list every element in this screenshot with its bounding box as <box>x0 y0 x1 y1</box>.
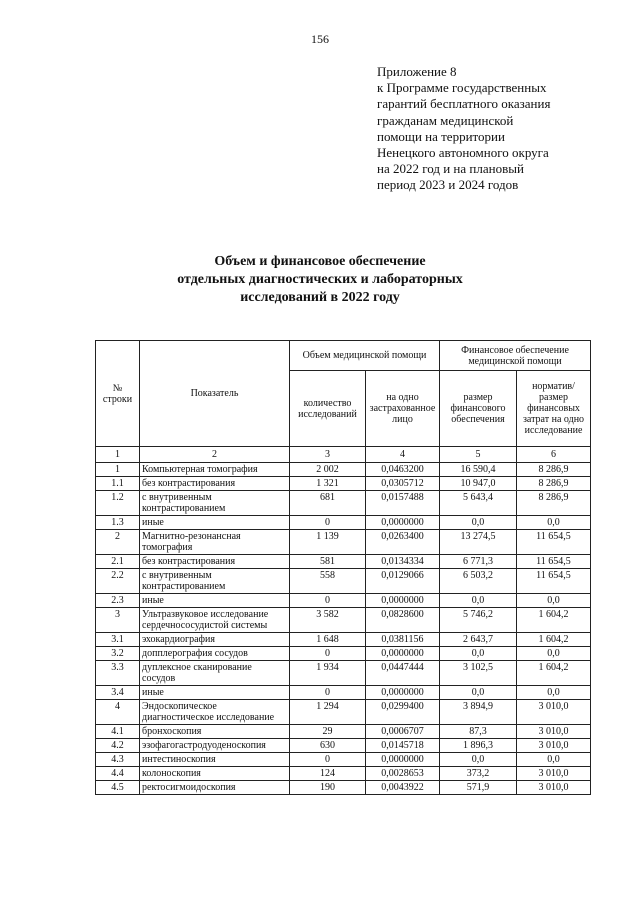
study-count: 0 <box>290 516 366 530</box>
per-insured-value: 0,0145718 <box>366 739 440 753</box>
study-count: 1 294 <box>290 700 366 725</box>
per-insured-value: 0,0006707 <box>366 725 440 739</box>
finance-amount: 3 102,5 <box>440 661 517 686</box>
table-row <box>96 477 591 491</box>
finance-amount: 13 274,5 <box>440 530 517 555</box>
finance-amount: 1 896,3 <box>440 739 517 753</box>
norm-cost: 3 010,0 <box>517 781 591 795</box>
study-count: 3 582 <box>290 608 366 633</box>
table-row <box>96 739 591 753</box>
table-row <box>96 661 591 686</box>
per-insured-value: 0,0028653 <box>366 767 440 781</box>
per-insured-value: 0,0299400 <box>366 700 440 725</box>
table-row <box>96 700 591 725</box>
per-insured-value: 0,0263400 <box>366 530 440 555</box>
indicator-name: Эндоскопическое диагностическое исследование <box>140 700 290 725</box>
per-insured-value: 0,0828600 <box>366 608 440 633</box>
row-number: 4.2 <box>96 739 140 753</box>
study-count: 1 648 <box>290 633 366 647</box>
study-count: 0 <box>290 686 366 700</box>
table-row <box>96 463 591 477</box>
finance-amount: 3 894,9 <box>440 700 517 725</box>
table-row <box>96 516 591 530</box>
study-count: 558 <box>290 569 366 594</box>
norm-cost: 3 010,0 <box>517 725 591 739</box>
header-row-no: № строки <box>96 341 140 447</box>
per-insured-value: 0,0000000 <box>366 753 440 767</box>
appendix-line: помощи на территории <box>377 128 505 144</box>
finance-amount: 373,2 <box>440 767 517 781</box>
row-number: 2 <box>96 530 140 555</box>
row-number: 4 <box>96 700 140 725</box>
row-number: 3.2 <box>96 647 140 661</box>
norm-cost: 8 286,9 <box>517 491 591 516</box>
norm-cost: 11 654,5 <box>517 555 591 569</box>
study-count: 630 <box>290 739 366 753</box>
table-row <box>96 753 591 767</box>
indicator-name: без контрастирования <box>140 555 290 569</box>
norm-cost: 8 286,9 <box>517 463 591 477</box>
title-line: отдельных диагностических и лабораторных <box>177 272 463 287</box>
table-row <box>96 686 591 700</box>
table-row <box>96 569 591 594</box>
indicator-name: ректосигмоидоскопия <box>140 781 290 795</box>
finance-amount: 6 771,3 <box>440 555 517 569</box>
table-row <box>96 608 591 633</box>
appendix-line: Приложение 8 <box>377 64 457 79</box>
indicator-name: эзофагогастродуоденоскопия <box>140 739 290 753</box>
per-insured-value: 0,0000000 <box>366 686 440 700</box>
table-row <box>96 647 591 661</box>
finance-amount: 16 590,4 <box>440 463 517 477</box>
indicator-name: иные <box>140 516 290 530</box>
row-number: 4.1 <box>96 725 140 739</box>
table-row <box>96 781 591 795</box>
row-number: 3 <box>96 608 140 633</box>
study-count: 0 <box>290 647 366 661</box>
appendix-line: гражданам медицинской <box>377 112 514 128</box>
column-number: 6 <box>517 447 591 463</box>
finance-amount: 87,3 <box>440 725 517 739</box>
per-insured-value: 0,0043922 <box>366 781 440 795</box>
study-count: 0 <box>290 594 366 608</box>
study-count: 124 <box>290 767 366 781</box>
page-number: 156 <box>311 32 329 46</box>
study-count: 681 <box>290 491 366 516</box>
diagnostics-table <box>95 340 591 795</box>
indicator-name: иные <box>140 686 290 700</box>
table-row <box>96 767 591 781</box>
norm-cost: 0,0 <box>517 753 591 767</box>
norm-cost: 1 604,2 <box>517 633 591 647</box>
row-number: 1.3 <box>96 516 140 530</box>
indicator-name: колоноскопия <box>140 767 290 781</box>
appendix-line: гарантий бесплатного оказания <box>377 96 551 112</box>
per-insured-value: 0,0305712 <box>366 477 440 491</box>
indicator-name: Магнитно-резонансная томография <box>140 530 290 555</box>
study-count: 2 002 <box>290 463 366 477</box>
per-insured-value: 0,0134334 <box>366 555 440 569</box>
row-number: 1.1 <box>96 477 140 491</box>
study-count: 29 <box>290 725 366 739</box>
study-count: 1 934 <box>290 661 366 686</box>
finance-amount: 571,9 <box>440 781 517 795</box>
column-number: 1 <box>96 447 140 463</box>
norm-cost: 3 010,0 <box>517 700 591 725</box>
norm-cost: 3 010,0 <box>517 739 591 753</box>
per-insured-value: 0,0381156 <box>366 633 440 647</box>
indicator-name: с внутривенным контрастированием <box>140 569 290 594</box>
finance-amount: 0,0 <box>440 686 517 700</box>
study-count: 1 321 <box>290 477 366 491</box>
table-row <box>96 594 591 608</box>
column-number: 4 <box>366 447 440 463</box>
header-norm-cost: норматив/ размер финансовых затрат на одно исследование <box>517 371 591 447</box>
indicator-name: дуплексное сканирование сосудов <box>140 661 290 686</box>
indicator-name: Компьютерная томография <box>140 463 290 477</box>
norm-cost: 8 286,9 <box>517 477 591 491</box>
row-number: 3.4 <box>96 686 140 700</box>
norm-cost: 3 010,0 <box>517 767 591 781</box>
indicator-name: бронхоскопия <box>140 725 290 739</box>
table-row <box>96 491 591 516</box>
norm-cost: 1 604,2 <box>517 608 591 633</box>
table-row <box>96 530 591 555</box>
appendix-line: период 2023 и 2024 годов <box>377 177 519 193</box>
header-per-insured: на одно застрахованное лицо <box>366 371 440 447</box>
header-indicator: Показатель <box>140 341 290 447</box>
norm-cost: 1 604,2 <box>517 661 591 686</box>
row-number: 1.2 <box>96 491 140 516</box>
finance-amount: 5 746,2 <box>440 608 517 633</box>
per-insured-value: 0,0157488 <box>366 491 440 516</box>
appendix-line: к Программе государственных <box>377 80 547 96</box>
column-number: 3 <box>290 447 366 463</box>
study-count: 190 <box>290 781 366 795</box>
finance-amount: 0,0 <box>440 516 517 530</box>
row-number: 3.3 <box>96 661 140 686</box>
indicator-name: интестиноскопия <box>140 753 290 767</box>
appendix-note <box>377 64 607 194</box>
indicator-name: иные <box>140 594 290 608</box>
row-number: 2.1 <box>96 555 140 569</box>
per-insured-value: 0,0463200 <box>366 463 440 477</box>
finance-amount: 0,0 <box>440 647 517 661</box>
indicator-name: без контрастирования <box>140 477 290 491</box>
indicator-name: Ультразвуковое исследование сердечнососудистой системы <box>140 608 290 633</box>
per-insured-value: 0,0000000 <box>366 594 440 608</box>
indicator-name: с внутривенным контрастированием <box>140 491 290 516</box>
table-row <box>96 633 591 647</box>
finance-amount: 0,0 <box>440 753 517 767</box>
finance-amount: 0,0 <box>440 594 517 608</box>
table-row <box>96 555 591 569</box>
column-number: 5 <box>440 447 517 463</box>
norm-cost: 11 654,5 <box>517 569 591 594</box>
finance-amount: 5 643,4 <box>440 491 517 516</box>
study-count: 581 <box>290 555 366 569</box>
row-number: 4.4 <box>96 767 140 781</box>
row-number: 4.5 <box>96 781 140 795</box>
row-number: 4.3 <box>96 753 140 767</box>
finance-amount: 6 503,2 <box>440 569 517 594</box>
study-count: 1 139 <box>290 530 366 555</box>
norm-cost: 0,0 <box>517 594 591 608</box>
header-finance-size: размер финансового обеспечения <box>440 371 517 447</box>
row-number: 2.3 <box>96 594 140 608</box>
per-insured-value: 0,0000000 <box>366 516 440 530</box>
study-count: 0 <box>290 753 366 767</box>
document-title <box>0 253 640 307</box>
header-finance-group: Финансовое обеспечение медицинской помощи <box>440 341 591 371</box>
row-number: 1 <box>96 463 140 477</box>
per-insured-value: 0,0129066 <box>366 569 440 594</box>
column-number: 2 <box>140 447 290 463</box>
header-count: количество исследований <box>290 371 366 447</box>
row-number: 3.1 <box>96 633 140 647</box>
indicator-name: эхокардиография <box>140 633 290 647</box>
norm-cost: 0,0 <box>517 647 591 661</box>
appendix-line: на 2022 год и на плановый <box>377 161 524 177</box>
norm-cost: 11 654,5 <box>517 530 591 555</box>
norm-cost: 0,0 <box>517 686 591 700</box>
per-insured-value: 0,0000000 <box>366 647 440 661</box>
appendix-line: Ненецкого автономного округа <box>377 145 549 161</box>
indicator-name: допплерография сосудов <box>140 647 290 661</box>
finance-amount: 2 643,7 <box>440 633 517 647</box>
title-line: исследований в 2022 году <box>240 290 400 305</box>
finance-amount: 10 947,0 <box>440 477 517 491</box>
row-number: 2.2 <box>96 569 140 594</box>
per-insured-value: 0,0447444 <box>366 661 440 686</box>
title-line: Объем и финансовое обеспечение <box>214 254 426 269</box>
header-volume-group: Объем медицинской помощи <box>290 341 440 371</box>
table-row <box>96 725 591 739</box>
norm-cost: 0,0 <box>517 516 591 530</box>
